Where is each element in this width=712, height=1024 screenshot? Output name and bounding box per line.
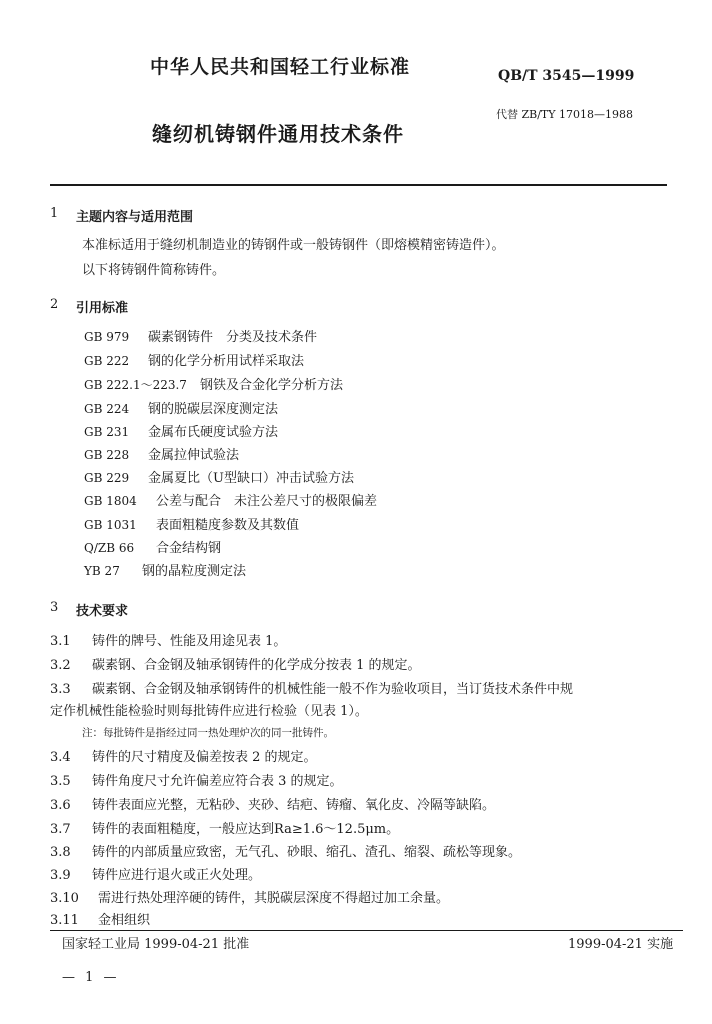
reference-item xyxy=(84,537,221,556)
replaces-standard: 代替 ZB/TY 17018—1988 xyxy=(496,108,634,121)
reference-code: YB 27 xyxy=(84,564,120,578)
reference-code: GB 231 xyxy=(84,425,130,439)
reference-code: GB 228 xyxy=(84,448,130,462)
clause-item xyxy=(50,746,317,765)
clause-number: 3.11 xyxy=(50,913,79,928)
clause-item xyxy=(50,630,286,649)
clause-item xyxy=(50,794,495,813)
page-number: — 1 — xyxy=(62,970,120,985)
clause-item xyxy=(50,841,521,860)
implementation-date: 1999-04-21 实施 xyxy=(568,937,674,952)
clause-number: 3.8 xyxy=(50,845,71,860)
reference-item xyxy=(84,444,239,463)
reference-title: 公差与配合 未注公差尺寸的极限偏差 xyxy=(156,494,378,509)
clause-item xyxy=(50,909,150,928)
reference-code: GB 222 xyxy=(84,354,130,368)
header-divider xyxy=(50,184,667,186)
reference-item xyxy=(84,514,299,533)
section-1-title: 主题内容与适用范围 xyxy=(76,210,194,225)
reference-title: 钢的脱碳层深度测定法 xyxy=(148,402,279,417)
reference-title: 碳素钢铸件 分类及技术条件 xyxy=(148,330,318,345)
footer-divider xyxy=(50,930,683,931)
clause-text: 铸件的内部质量应致密，无气孔、砂眼、缩孔、渣孔、缩裂、疏松等现象。 xyxy=(92,845,522,860)
reference-title: 钢的晶粒度测定法 xyxy=(142,564,247,579)
reference-title: 表面粗糙度参数及其数值 xyxy=(156,518,300,533)
clause-note: 注：每批铸件是指经过同一热处理炉次的同一批铸件。 xyxy=(82,727,334,739)
section-1-line: 以下将铸钢件简称铸件。 xyxy=(82,263,226,278)
clause-item xyxy=(50,678,573,697)
reference-item xyxy=(84,467,354,486)
section-1-line: 本准标适用于缝纫机制造业的铸钢件或一般铸钢件（即熔模精密铸造件）。 xyxy=(82,238,505,253)
clause-item xyxy=(50,818,399,837)
reference-code: GB 229 xyxy=(84,471,130,485)
section-2-number: 2 xyxy=(50,297,59,312)
clause-text: 碳素钢、合金钢及轴承钢铸件的化学成分按表 1 的规定。 xyxy=(92,658,421,673)
clause-text: 铸件角度尺寸允许偏差应符合表 3 的规定。 xyxy=(92,774,343,789)
clause-text: 铸件应进行退火或正火处理。 xyxy=(92,868,262,883)
clause-text: 铸件表面应光整，无粘砂、夹砂、结疤、铸瘤、氧化皮、冷隔等缺陷。 xyxy=(92,798,496,813)
clause-text: 铸件的尺寸精度及偏差按表 2 的规定。 xyxy=(92,750,317,765)
reference-item xyxy=(84,374,343,393)
clause-number: 3.7 xyxy=(50,822,71,837)
standard-category-title: 中华人民共和国轻工行业标准 xyxy=(150,56,411,78)
reference-title: 钢的化学分析用试样采取法 xyxy=(148,354,305,369)
clause-text: 铸件的牌号、性能及用途见表 1。 xyxy=(92,634,287,649)
clause-text: 铸件的表面粗糙度，一般应达到Ra≥1.6～12.5μm。 xyxy=(92,822,400,837)
approval-date: 国家轻工业局 1999-04-21 批准 xyxy=(62,937,250,952)
clause-text: 需进行热处理淬硬的铸件，其脱碳层深度不得超过加工余量。 xyxy=(98,891,450,906)
reference-item xyxy=(84,350,304,369)
clause-number: 3.9 xyxy=(50,868,71,883)
section-1-number: 1 xyxy=(50,206,59,221)
document-title: 缝纫机铸钢件通用技术条件 xyxy=(152,122,404,146)
clause-text: 碳素钢、合金钢及轴承钢铸件的机械性能一般不作为验收项目，当订货技术条件中规 xyxy=(92,682,574,697)
reference-item xyxy=(84,326,317,345)
reference-code: GB 224 xyxy=(84,402,130,416)
clause-text: 金相组织 xyxy=(98,913,151,928)
clause-number: 3.4 xyxy=(50,750,71,765)
clause-number: 3.10 xyxy=(50,891,79,906)
clause-number: 3.3 xyxy=(50,682,71,697)
reference-code: GB 979 xyxy=(84,330,130,344)
clause-number: 3.6 xyxy=(50,798,71,813)
clause-number: 3.2 xyxy=(50,658,71,673)
reference-title: 金属布氏硬度试验方法 xyxy=(148,425,279,440)
section-2-title: 引用标准 xyxy=(76,301,129,316)
clause-item xyxy=(50,770,343,789)
reference-item xyxy=(84,490,377,509)
standard-code: QB/T 3545—1999 xyxy=(498,68,635,84)
clause-number: 3.5 xyxy=(50,774,71,789)
clause-item xyxy=(50,864,261,883)
clause-number: 3.1 xyxy=(50,634,71,649)
clause-continuation: 定作机械性能检验时则每批铸件应进行检验（见表 1）。 xyxy=(50,704,368,719)
clause-item xyxy=(50,887,449,906)
reference-code: GB 1031 xyxy=(84,518,137,532)
reference-code: GB 222.1～223.7 xyxy=(84,378,187,392)
reference-code: Q/ZB 66 xyxy=(84,541,135,555)
section-3-number: 3 xyxy=(50,600,59,615)
clause-item xyxy=(50,654,421,673)
reference-code: GB 1804 xyxy=(84,494,137,508)
section-3-title: 技术要求 xyxy=(76,604,129,619)
reference-item xyxy=(84,421,278,440)
reference-title: 金属拉伸试验法 xyxy=(148,448,240,463)
reference-item xyxy=(84,398,278,417)
reference-title: 钢铁及合金化学分析方法 xyxy=(200,378,344,393)
reference-title: 合金结构钢 xyxy=(156,541,222,556)
reference-item xyxy=(84,560,246,579)
reference-title: 金属夏比（U型缺口）冲击试验方法 xyxy=(148,471,354,486)
